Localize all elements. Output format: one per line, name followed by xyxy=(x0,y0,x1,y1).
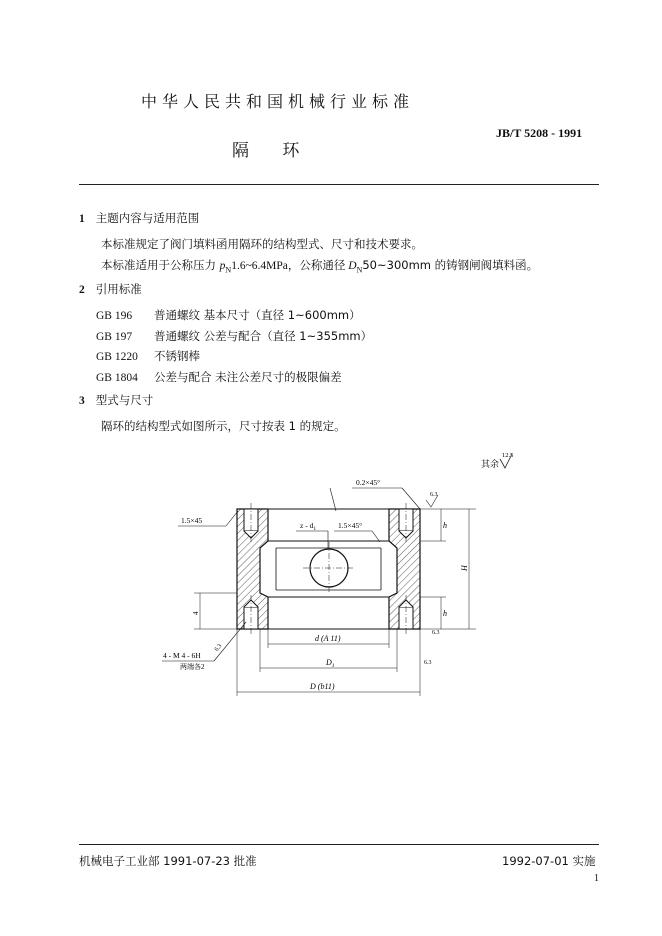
reference-item: GB 196 普通螺纹 基本尺寸（直径 1~600mm） xyxy=(96,308,361,322)
form-paragraph: 隔环的结构型式如图所示，尺寸按表 1 的规定。 xyxy=(101,419,346,433)
reference-item: GB 1220 不锈钢棒 xyxy=(96,349,200,363)
section-2-heading: 2 引用标准 xyxy=(79,282,142,296)
svg-text:6.3: 6.3 xyxy=(213,643,224,653)
svg-text:d (A 11): d (A 11) xyxy=(315,634,341,643)
svg-text:1.5×45°: 1.5×45° xyxy=(338,521,363,530)
header-rule xyxy=(79,184,599,185)
effective-date: 1992-07-01 实施 xyxy=(502,854,596,868)
svg-text:D (b11): D (b11) xyxy=(310,682,335,691)
standard-number: JB/T 5208 - 1991 xyxy=(496,126,583,140)
scope-paragraph-1: 本标准规定了阀门填料函用隔环的结构型式、尺寸和技术要求。 xyxy=(101,237,423,251)
org-title: 中华人民共和国机械行业标准 xyxy=(141,92,415,111)
document-title: 隔 环 xyxy=(232,141,314,161)
approval-line: 机械电子工业部 1991-07-23 批准 xyxy=(79,854,257,868)
section-1-heading: 1 主题内容与适用范围 xyxy=(79,211,200,225)
svg-text:1.5×45: 1.5×45 xyxy=(181,516,203,525)
svg-text:z - d1: z - $d_1$ xyxy=(300,521,317,532)
svg-text:H: H xyxy=(460,565,469,571)
svg-text:6.3: 6.3 xyxy=(424,660,432,666)
svg-text:h: h xyxy=(443,521,447,530)
svg-text:0.2×45°: 0.2×45° xyxy=(356,478,381,487)
svg-text:6.3: 6.3 xyxy=(430,492,438,498)
footer-rule xyxy=(79,844,599,845)
reference-item: GB 1804 公差与配合 未注公差尺寸的极限偏差 xyxy=(96,370,342,384)
svg-text:h: h xyxy=(443,609,447,618)
section-3-heading: 3 型式与尺寸 xyxy=(79,393,154,407)
page-number: 1 xyxy=(594,873,599,884)
reference-item: GB 197 普通螺纹 公差与配合（直径 1~355mm） xyxy=(96,329,373,343)
svg-text:4: 4 xyxy=(192,611,200,615)
scope-paragraph-2: 本标准适用于公称压力 $p_N1.6\sim 6.4MPa$，公称通径 $D_N50\sim 300mm$ 的铸钢闸阀填料函。 xyxy=(101,258,539,275)
roughness-value: 12.5 xyxy=(502,452,514,459)
spacer-ring-drawing xyxy=(150,445,530,710)
svg-text:D1: $D_1$ xyxy=(326,658,335,669)
roughness-label: 其余 xyxy=(481,459,500,469)
threaded-holes xyxy=(244,503,413,635)
svg-text:两端各2: 两端各2 xyxy=(180,663,205,671)
svg-text:6.3: 6.3 xyxy=(432,630,440,636)
svg-text:4 - M 4 - 6H: 4 - M 4 - 6H xyxy=(163,651,201,660)
